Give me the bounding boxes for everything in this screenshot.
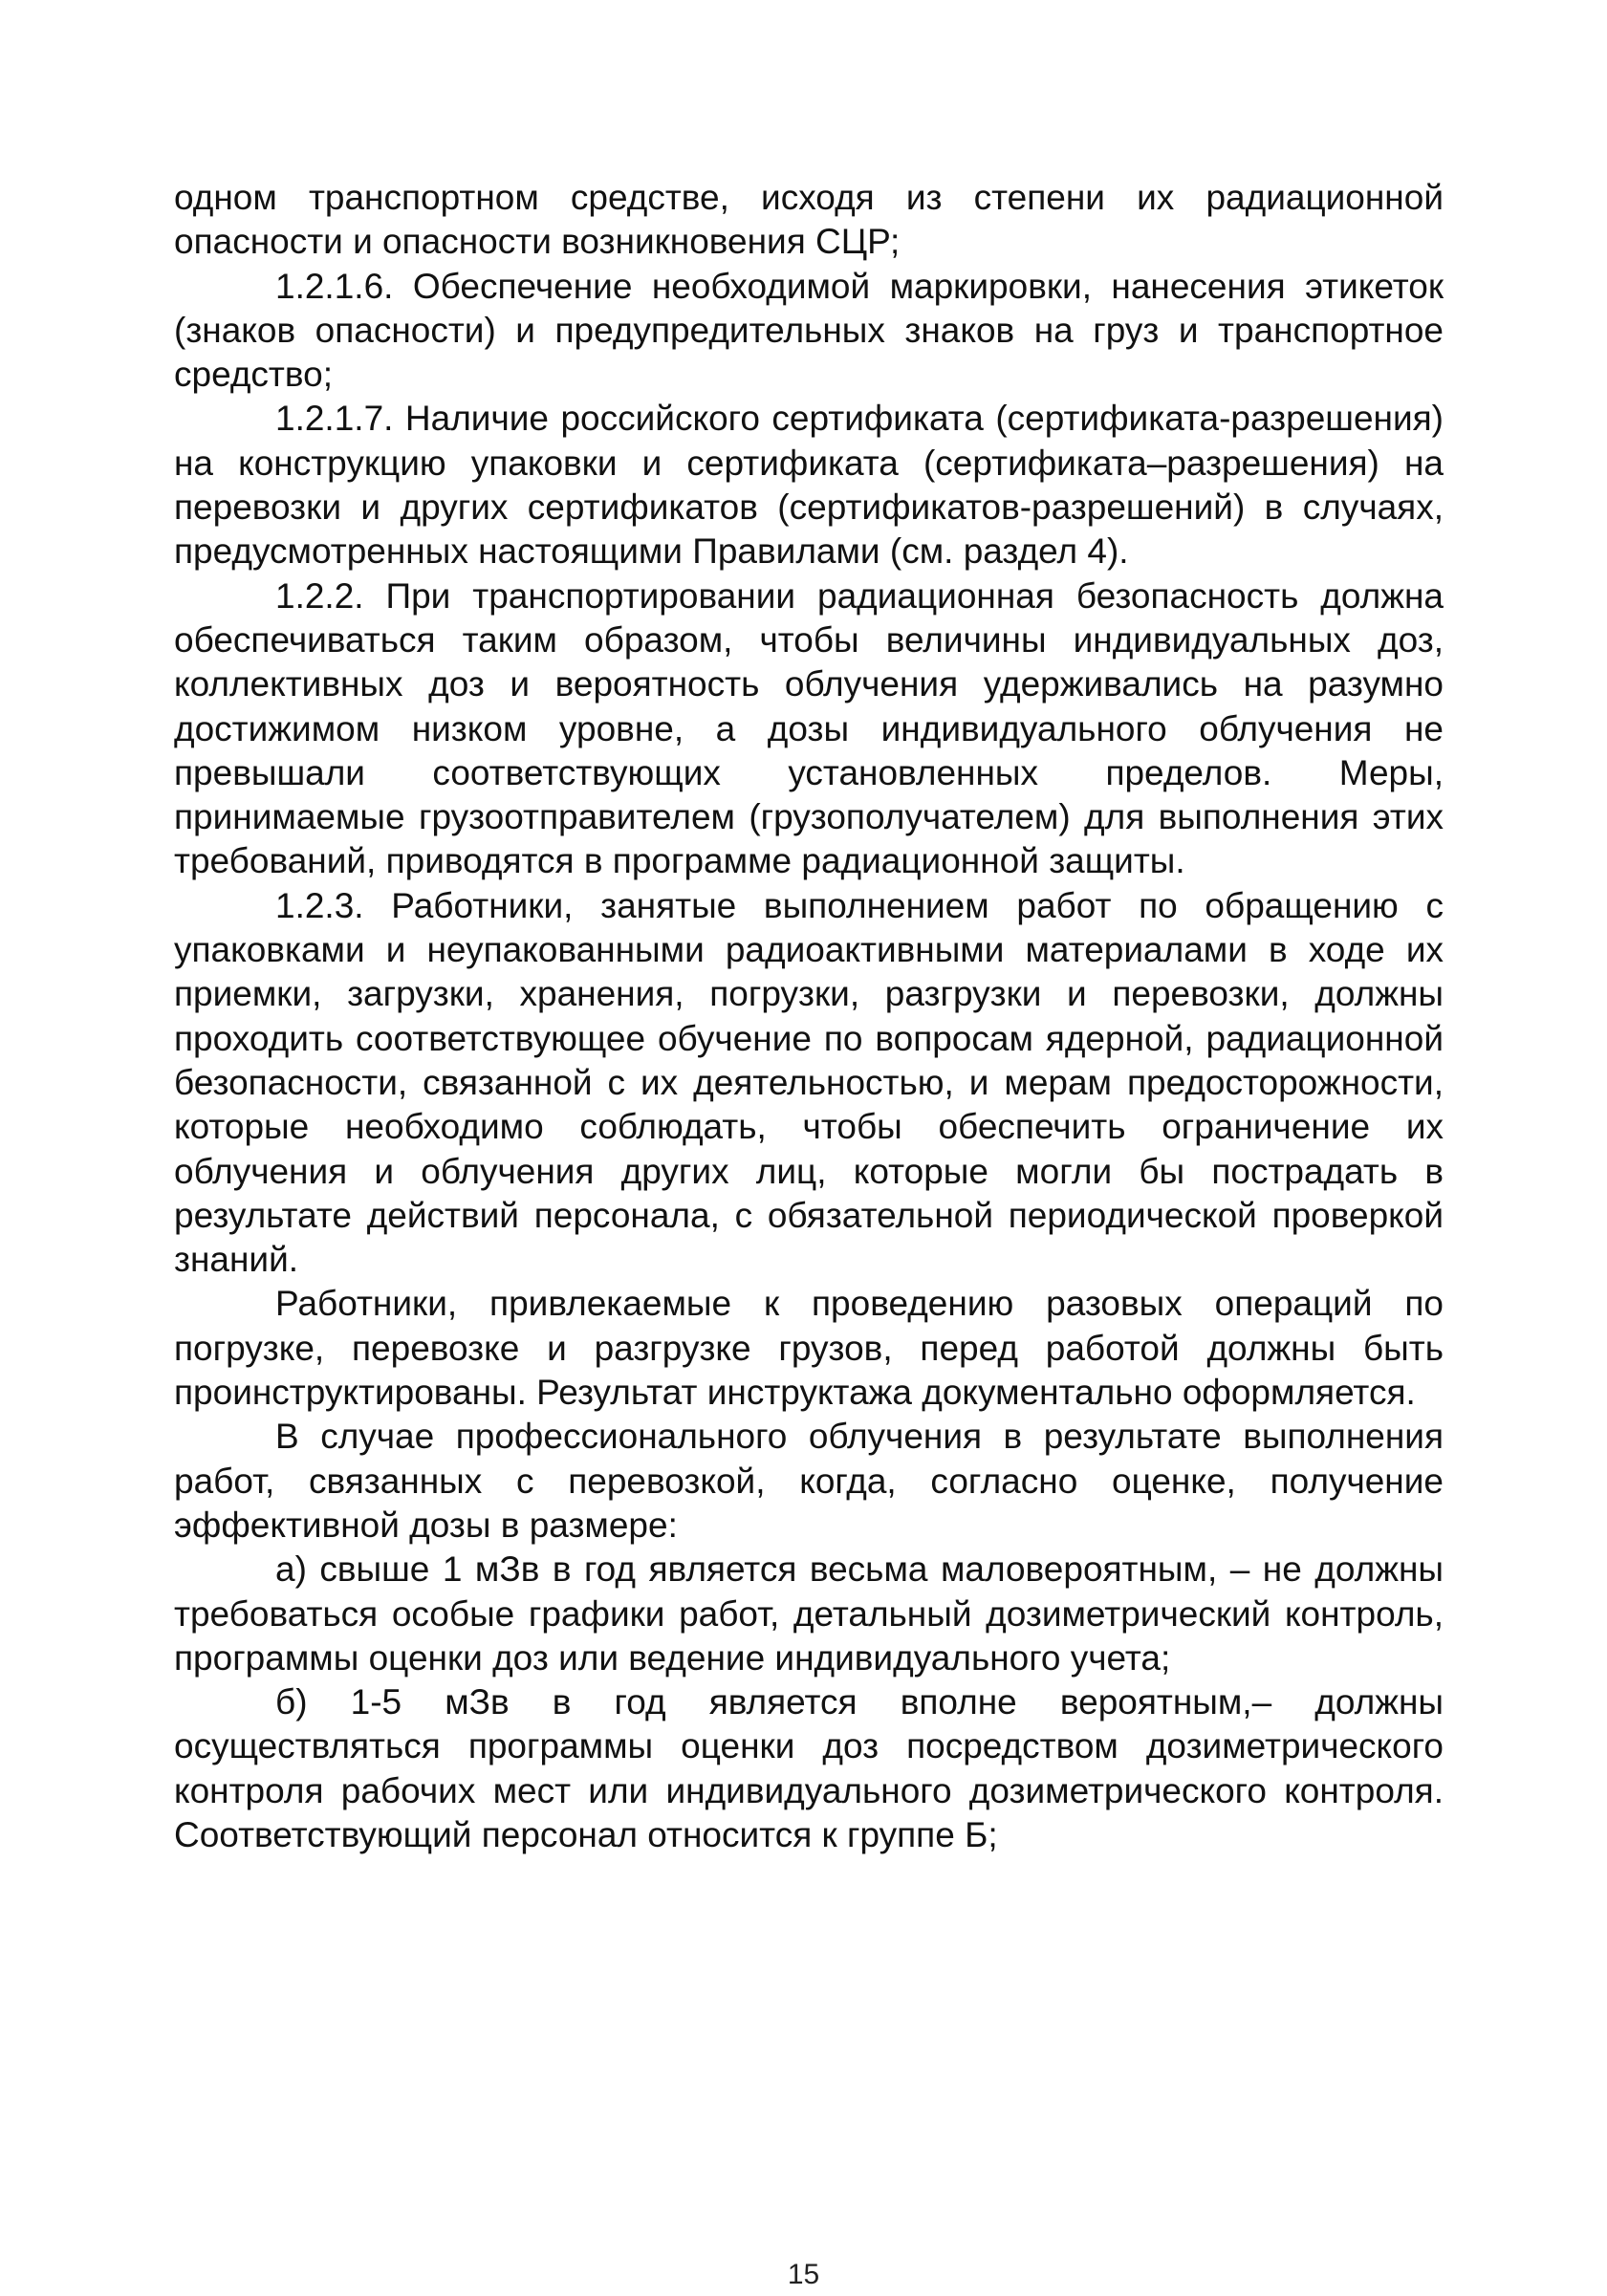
paragraph-1-2-2: 1.2.2. При транспортировании радиационная безопасность должна обеспечиваться таким образом, чтобы величины индивидуальных доз, коллективных доз и вероятность облучения удерживались на разумно достижимом низком уровне, а дозы индивидуального облучения не превышали соответствующих установленных пределов. Меры, принимаемые грузоотправителем (грузополучателем) для выполнения этих требований, приводятся в программе радиационной защиты. (174, 575, 1444, 881)
paragraph-1-2-1-6: 1.2.1.6. Обеспечение необходимой маркировки, нанесения этикеток (знаков опасности) и предупредительных знаков на груз и транспортное средство; (174, 266, 1444, 395)
paragraph-occupational-exposure: В случае профессионального облучения в результате выполнения работ, связанных с перевозкой, когда, согласно оценке, получение эффективной дозы в размере: (174, 1417, 1444, 1545)
paragraph-one-time-workers: Работники, привлекаемые к проведению разовых операций по погрузке, перевозке и разгрузке грузов, перед работой должны быть проинструктированы. Результат инструктажа документально оформляется. (174, 1284, 1444, 1413)
paragraph-1-2-3: 1.2.3. Работники, занятые выполнением работ по обращению с упаковками и неупакованными радиоактивными материалами в ходе их приемки, загрузки, хранения, погрузки, разгрузки и перевозки, должны проходить соответствующее обучение по вопросам ядерной, радиационной безопасности, связанной с их деятельностью, и мерам предосторожности, которые необходимо соблюдать, чтобы обеспечить ограничение их облучения и облучения других лиц, которые могли бы пострадать в результате действий персонала, с обязательной периодической проверкой знаний. (174, 885, 1444, 1280)
document-body (174, 176, 1444, 1857)
list-item-b: б) 1-5 мЗв в год является вполне вероятным,– должны осуществляться программы оценки доз посредством дозиметрического контроля рабочих мест или индивидуального дозиметрического контроля. Соответствующий персонал относится к группе Б; (174, 1682, 1444, 1854)
page-number: 15 (787, 2259, 820, 2290)
paragraph-1-2-1-7: 1.2.1.7. Наличие российского сертификата (сертификата-разрешения) на конструкцию упаковки и сертификата (сертификата–разрешения) на перевозки и других сертификатов (сертификатов-разрешений) в случаях, предусмотренных настоящими Правилами (см. раздел 4). (174, 399, 1444, 572)
paragraph-continuation: одном транспортном средстве, исходя из степени их радиационной опасности и опасности возникновения СЦР; (174, 178, 1444, 262)
list-item-a: а) свыше 1 мЗв в год является весьма маловероятным, – не должны требоваться особые графики работ, детальный дозиметрический контроль, программы оценки доз или ведение индивидуального учета; (174, 1549, 1444, 1678)
